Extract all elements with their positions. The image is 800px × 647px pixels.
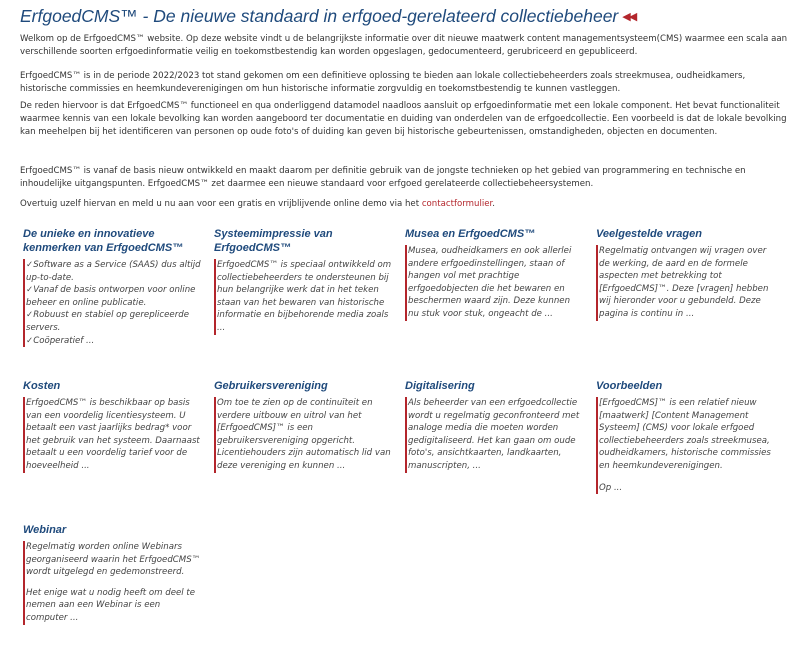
double-chevron-left-icon[interactable]: ◀◀: [622, 11, 636, 23]
card-text: ✓Vanaf de basis ontworpen voor online beheer en online publicatie.: [26, 285, 196, 308]
page-title: [20, 6, 635, 27]
card-text: Regelmatig ontvangen wij vragen over de werking, de aard en de formele aspecten met betrekking tot [ErfgoedCMS]™. Deze [vragen] hebben wij hieronder voor u gebundeld. Deze pagina is continu in ...: [599, 246, 769, 319]
card-text: ErfgoedCMS™ is beschikbaar op basis van een voordelig licentiesysteem. U betaalt een vast jaarlijks bedrag* voor het gebruik van het systeem. Daarnaast betaalt u een voordelig tarief voor de hoeveelheid ...: [26, 398, 200, 471]
intro-paragraph-1: Welkom op de ErfgoedCMS™ website. Op deze website vindt u de belangrijkste informatie over dit nieuwe maatwerk content managementsysteem(CMS) waarmee een scala aan verschillende soorten erfgoedinformatie veilig en toekomstbestendig kan worden opgeslagen, gedocumenteerd, gerubriceerd en gepubliceerd.: [20, 34, 788, 57]
card-text: [ErfgoedCMS]™ is een relatief nieuw [maatwerk] [Content Management Systeem] (CMS) voor lokale erfgoed collectiebeheerders zoals streekmusea, oudheidkamers, historische commissies en heemkundeverenigingen.: [599, 398, 771, 471]
card-text: Musea, oudheidkamers en ook allerlei andere erfgoedinstellingen, staan of hangen vol met prachtige erfgoedobjecten die het bewaren en beschermen waard zijn. Deze kunnen nu stuk voor stuk, ongeacht de ...: [408, 246, 572, 319]
card-body: [23, 259, 201, 347]
card-title[interactable]: Digitalisering: [405, 380, 475, 392]
card-body: [23, 397, 201, 473]
card-body: [596, 397, 774, 494]
card-text: Regelmatig worden online Webinars georganiseerd waarin het ErfgoedCMS™ wordt uitgelegd en gedemonstreerd.: [26, 542, 201, 578]
intro-cta-end: .: [492, 199, 495, 209]
card-title[interactable]: Kosten: [23, 380, 61, 392]
card-text: Op ...: [599, 482, 623, 493]
feature-card-user-association[interactable]: [214, 379, 392, 473]
card-body: [23, 541, 201, 625]
card-title[interactable]: Webinar: [23, 524, 67, 536]
feature-card-digitization[interactable]: [405, 379, 583, 473]
card-title[interactable]: Veelgestelde vragen: [596, 228, 702, 240]
card-title[interactable]: Voorbeelden: [596, 380, 663, 392]
card-text: Het enige wat u nodig heeft om deel te nemen aan een Webinar is een computer ...: [26, 587, 196, 623]
feature-card-system-impression[interactable]: [214, 227, 392, 335]
card-body: [596, 245, 774, 321]
card-text: Als beheerder van een erfgoedcollectie wordt u regelmatig geconfronteerd met analoge media die moeten worden gedigitaliseerd. Het kan gaan om oude foto's, ansichtkaarten, landkaarten, manuscripten, ...: [408, 398, 580, 471]
intro-paragraph-4: ErfgoedCMS™ is vanaf de basis nieuw ontwikkeld en maakt daarom per definitie gebruik van de jongste technieken op het gebied van programmering en technische en inhoudelijke uitgangspunten. ErfgoedCMS™ zet daarmee een nieuwe standaard voor erfgoed gerelateerde collectiebeheersystemen.: [20, 166, 746, 189]
card-text: Om toe te zien op de continuïteit en verdere uitbouw en uitrol van het [ErfgoedCMS]™ is een gebruikersvereniging opgericht. Licentiehouders zijn automatisch lid van deze vereniging en kunnen ...: [217, 398, 391, 471]
feature-card-webinar[interactable]: [23, 523, 201, 625]
card-title[interactable]: Systeemimpressie van ErfgoedCMS™: [214, 228, 333, 254]
card-body: [214, 259, 392, 335]
card-body: [214, 397, 392, 473]
intro-paragraph-3: De reden hiervoor is dat ErfgoedCMS™ functioneel en qua onderliggend datamodel naadloos aansluit op erfgoedinformatie met een lokale component. Het bevat functionaliteit waarmee kennis van een lokale bevolking kan worden aangeboord ter documentatie en duiding van onderdelen van de erfgoedcollectie. Een voorbeeld is dat de lokale bevolking kan meehelpen bij het identificeren van personen op oude foto's of duiding kan geven bij historische gebeurtenissen, omstandigheden, objecten en documenten.: [20, 101, 787, 137]
card-title[interactable]: De unieke en innovatieve kenmerken van ErfgoedCMS™: [23, 228, 184, 254]
intro-paragraph-2: ErfgoedCMS™ is in de periode 2022/2023 tot stand gekomen om een definitieve oplossing te bieden aan lokale collectiebeheerders zoals streekmusea, oudheidkamers, historische commissies en heemkundeverenigingen om hun historische informatie zorgvuldig en toekomstbestendig te kunnen vastleggen.: [20, 71, 746, 94]
card-title[interactable]: Musea en ErfgoedCMS™: [405, 228, 536, 240]
feature-card-museums[interactable]: [405, 227, 583, 321]
card-body: [405, 397, 583, 473]
card-text: ✓Robuust en stabiel op gerepliceerde servers.: [26, 310, 189, 333]
intro-cta-text: Overtuig uzelf hiervan en meld u nu aan voor een gratis en vrijblijvende online demo via het: [20, 199, 422, 209]
card-title[interactable]: Gebruikersvereniging: [214, 380, 328, 392]
card-body: [405, 245, 583, 321]
card-text: ErfgoedCMS™ is speciaal ontwikkeld om collectiebeheerders te ondersteunen bij hun belangrijke werk dat in het teken staan van het bewaren van historische informatie en bijbehorende media zoals ...: [217, 260, 392, 333]
feature-card-examples[interactable]: [596, 379, 774, 494]
contact-form-link[interactable]: contactformulier: [421, 199, 493, 209]
feature-card-costs[interactable]: [23, 379, 201, 473]
intro-paragraph-5: [20, 198, 790, 211]
card-text: ✓Software as a Service (SAAS) dus altijd up-to-date.: [26, 260, 201, 283]
card-text: ✓Coöperatief ...: [26, 335, 95, 346]
feature-card-faq[interactable]: [596, 227, 774, 321]
page-title-text: ErfgoedCMS™ - De nieuwe standaard in erfgoed-gerelateerd collectiebeheer: [20, 6, 619, 26]
feature-card-unique-features[interactable]: [23, 227, 201, 347]
